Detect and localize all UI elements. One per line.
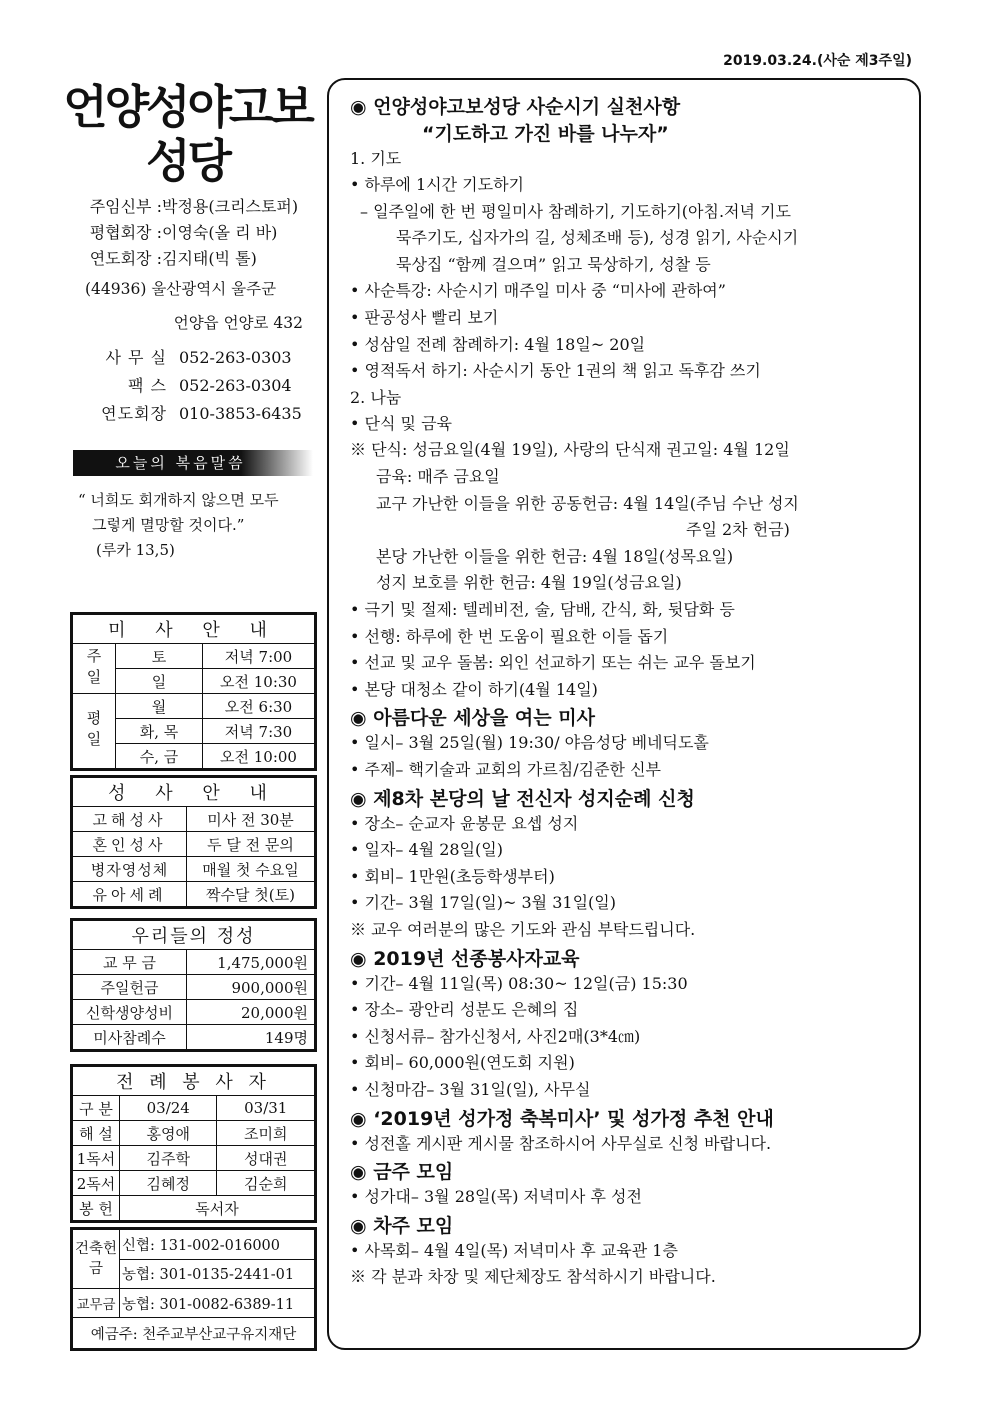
staff-row bbox=[70, 194, 315, 220]
sacrament-name: 혼인성사 bbox=[73, 832, 187, 857]
sacrament-info: 두 달 전 문의 bbox=[187, 832, 315, 857]
notice-line: 본당 가난한 이들을 위한 헌금: 4월 18일(성목요일) bbox=[376, 547, 734, 566]
notice-line: • 회비– 60,000원(연도회 지원) bbox=[350, 1053, 575, 1072]
servers-header: 전 례 봉 사 자 bbox=[73, 1067, 315, 1096]
phone-label: 연도회장 bbox=[101, 404, 167, 423]
mass-time: 오전 10:00 bbox=[203, 744, 315, 769]
notice-line: 주일 2차 헌금) bbox=[686, 520, 790, 539]
notice-line: 묵주기도, 십자가의 길, 성체조배 등), 성경 읽기, 사순시기 bbox=[396, 228, 799, 247]
offering-value: 20,000원 bbox=[187, 1000, 315, 1025]
notice-line: • 사순특강: 사순시기 매주일 미사 중 “미사에 관하여” bbox=[350, 281, 726, 300]
mass-day: 일 bbox=[116, 669, 203, 694]
notice-heading: ◉ ‘2019년 성가정 축복미사’ 및 성가정 추천 안내 bbox=[350, 1108, 774, 1130]
sacraments-table bbox=[70, 775, 317, 909]
server-name: 김순희 bbox=[217, 1171, 315, 1196]
notice-line: • 기간– 4월 11일(목) 08:30~ 12일(금) 15:30 bbox=[350, 974, 688, 993]
notice-heading: ◉ 아름다운 세상을 여는 미사 bbox=[350, 707, 595, 729]
notice-line: • 기간– 3월 17일(일)~ 3월 31일(일) bbox=[350, 893, 616, 912]
gospel-reference: (루카 13,5) bbox=[96, 541, 175, 559]
notice-line: • 단식 및 금육 bbox=[350, 414, 452, 433]
offering-table bbox=[70, 918, 317, 1052]
account-number: 신협: 131-002-016000 bbox=[120, 1230, 315, 1260]
staff-role: 평협회장 : bbox=[89, 223, 162, 242]
notice-line: “기도하고 가진 바를 나누자” bbox=[422, 123, 669, 145]
phone-list bbox=[70, 344, 315, 428]
sunday-label: 주일 bbox=[73, 644, 116, 694]
phone-label: 팩 스 bbox=[128, 376, 167, 395]
servers-col-header: 구 분 bbox=[73, 1096, 120, 1121]
staff-name: 박정용(크리스토퍼) bbox=[162, 197, 299, 216]
server-role: 2독서 bbox=[73, 1171, 120, 1196]
left-column bbox=[63, 80, 315, 563]
staff-list bbox=[70, 194, 315, 272]
notice-line: 교구 가난한 이들을 위한 공동헌금: 4월 14일(주님 수난 성지 bbox=[376, 494, 799, 513]
mass-header: 미 사 안 내 bbox=[73, 615, 315, 644]
phone-number: 052-263-0303 bbox=[179, 348, 292, 367]
server-name: 김혜정 bbox=[120, 1171, 217, 1196]
notice-line: • 하루에 1시간 기도하기 bbox=[350, 175, 524, 194]
offering-label: 교 무 금 bbox=[73, 950, 187, 975]
phone-row bbox=[70, 344, 315, 372]
gospel-quote bbox=[70, 488, 315, 563]
mass-day: 토 bbox=[116, 644, 203, 669]
server-role: 1독서 bbox=[73, 1146, 120, 1171]
servers-col-header: 03/24 bbox=[120, 1096, 217, 1121]
server-role: 해 설 bbox=[73, 1121, 120, 1146]
notice-line: • 판공성사 빨리 보기 bbox=[350, 308, 499, 327]
staff-row bbox=[70, 220, 315, 246]
notice-line: • 주제– 핵기술과 교회의 가르침/김준한 신부 bbox=[350, 760, 662, 779]
offering-label: 주일헌금 bbox=[73, 975, 187, 1000]
phone-row bbox=[70, 400, 315, 428]
gospel-line: 그렇게 멸망할 것이다.” bbox=[92, 516, 245, 534]
notice-line: ※ 단식: 성금요일(4월 19일), 사랑의 단식재 권고일: 4월 12일 bbox=[350, 440, 790, 459]
address bbox=[70, 272, 315, 340]
notice-heading: ◉ 언양성야고보성당 사순시기 실천사항 bbox=[350, 96, 681, 118]
issue-date: 2019.03.24.(사순 제3주일) bbox=[723, 53, 912, 69]
server-role: 봉 헌 bbox=[73, 1196, 120, 1221]
notice-line: 성지 보호를 위한 헌금: 4월 19일(성금요일) bbox=[376, 573, 682, 592]
notice-line: 1. 기도 bbox=[350, 149, 402, 168]
notice-line: • 일자– 4월 28일(일) bbox=[350, 840, 503, 859]
sacrament-info: 매월 첫 수요일 bbox=[187, 857, 315, 882]
sacrament-info: 짝수달 첫(토) bbox=[187, 882, 315, 907]
offering-label: 신학생양성비 bbox=[73, 1000, 187, 1025]
notice-line: • 선행: 하루에 한 번 도움이 필요한 이들 돕기 bbox=[350, 627, 669, 646]
address-line2: 언양읍 언양로 432 bbox=[173, 314, 303, 332]
notice-line: 금육: 매주 금요일 bbox=[376, 467, 500, 486]
servers-table bbox=[70, 1064, 317, 1223]
mass-time: 저녁 7:30 bbox=[203, 719, 315, 744]
notice-heading: ◉ 금주 모임 bbox=[350, 1161, 454, 1183]
gospel-header: 오늘의 복음말씀 bbox=[73, 450, 313, 476]
server-name: 성대권 bbox=[217, 1146, 315, 1171]
staff-row bbox=[70, 246, 315, 272]
parish-title-line1: 언양성야고보 bbox=[63, 80, 312, 134]
notice-line: ※ 각 분과 차장 및 제단체장도 참석하시기 바랍니다. bbox=[350, 1267, 716, 1286]
mass-schedule-table bbox=[70, 612, 317, 771]
notice-line: – 일주일에 한 번 평일미사 참례하기, 기도하기(아침.저녁 기도 bbox=[360, 202, 791, 221]
accounts-table bbox=[70, 1227, 317, 1351]
parish-title-line2: 성당 bbox=[146, 134, 229, 188]
notice-line: • 장소– 순교자 윤봉문 요셉 성지 bbox=[350, 814, 579, 833]
account-holder: 예금주: 천주교부산교구유지재단 bbox=[73, 1318, 315, 1349]
notice-line: • 성삼일 전례 참례하기: 4월 18일~ 20일 bbox=[350, 335, 646, 354]
weekday-label: 평일 bbox=[73, 694, 116, 769]
notice-line: • 신청마감– 3월 31일(일), 사무실 bbox=[350, 1080, 591, 1099]
sacrament-name: 유아세례 bbox=[73, 882, 187, 907]
phone-number: 010-3853-6435 bbox=[179, 404, 302, 423]
notice-heading: ◉ 차주 모임 bbox=[350, 1215, 454, 1237]
servers-col-header: 03/31 bbox=[217, 1096, 315, 1121]
dues-label: 교무금 bbox=[73, 1289, 120, 1318]
server-name: 김주학 bbox=[120, 1146, 217, 1171]
sacraments-header: 성 사 안 내 bbox=[73, 778, 315, 807]
staff-name: 이영숙(올 리 바) bbox=[162, 223, 278, 242]
sacrament-name: 고해성사 bbox=[73, 807, 187, 832]
staff-name: 김지태(빅 톨) bbox=[162, 249, 257, 268]
mass-time: 오전 10:30 bbox=[203, 669, 315, 694]
phone-number: 052-263-0304 bbox=[179, 376, 292, 395]
staff-role: 주임신부 : bbox=[89, 197, 162, 216]
notice-line: • 사목회– 4월 4일(목) 저녁미사 후 교육관 1층 bbox=[350, 1241, 678, 1260]
notice-line: • 선교 및 교우 돌봄: 외인 선교하기 또는 쉬는 교우 돌보기 bbox=[350, 653, 756, 672]
offering-value: 149명 bbox=[187, 1025, 315, 1050]
server-name: 독서자 bbox=[120, 1196, 315, 1221]
notice-line: • 신청서류– 참가신청서, 사진2매(3*4㎝) bbox=[350, 1027, 641, 1046]
mass-time: 오전 6:30 bbox=[203, 694, 315, 719]
mass-time: 저녁 7:00 bbox=[203, 644, 315, 669]
phone-label: 사 무 실 bbox=[105, 348, 167, 367]
notice-heading: ◉ 2019년 선종봉사자교육 bbox=[350, 948, 580, 970]
offering-label: 미사참례수 bbox=[73, 1025, 187, 1050]
notice-line: • 영적독서 하기: 사순시기 동안 1권의 책 읽고 독후감 쓰기 bbox=[350, 361, 761, 380]
phone-row bbox=[70, 372, 315, 400]
notice-line: ※ 교우 여러분의 많은 기도와 관심 부탁드립니다. bbox=[350, 920, 696, 939]
account-number: 농협: 301-0082-6389-11 bbox=[120, 1289, 315, 1318]
notice-line: • 극기 및 절제: 텔레비전, 술, 담배, 간식, 화, 뒷담화 등 bbox=[350, 600, 735, 619]
notice-line: • 성가대– 3월 28일(목) 저녁미사 후 성전 bbox=[350, 1187, 642, 1206]
building-fund-label: 건축헌금 bbox=[73, 1230, 120, 1289]
offering-header: 우리들의 정성 bbox=[73, 921, 315, 950]
sacrament-name: 병자영성체 bbox=[73, 857, 187, 882]
account-number: 농협: 301-0135-2441-01 bbox=[120, 1259, 315, 1289]
parish-title bbox=[60, 80, 315, 188]
staff-role: 연도회장 : bbox=[89, 249, 162, 268]
address-line1: (44936) 울산광역시 울주군 bbox=[85, 280, 277, 298]
notice-line: 묵상집 “함께 걸으며” 읽고 묵상하기, 성찰 등 bbox=[396, 255, 711, 274]
offering-value: 1,475,000원 bbox=[187, 950, 315, 975]
notice-line: • 일시– 3월 25일(월) 19:30/ 야음성당 베네딕도홀 bbox=[350, 733, 709, 752]
gospel-line: “ 너희도 회개하지 않으면 모두 bbox=[78, 491, 279, 509]
notice-line: • 성전홀 게시판 게시물 참조하시어 사무실로 신청 바랍니다. bbox=[350, 1134, 772, 1153]
mass-day: 월 bbox=[116, 694, 203, 719]
notice-line: 2. 나눔 bbox=[350, 388, 402, 407]
mass-day: 화, 목 bbox=[116, 719, 203, 744]
notice-line: • 본당 대청소 같이 하기(4월 14일) bbox=[350, 680, 598, 699]
server-name: 홍영애 bbox=[120, 1121, 217, 1146]
mass-day: 수, 금 bbox=[116, 744, 203, 769]
notice-line: • 장소– 광안리 성분도 은혜의 집 bbox=[350, 1000, 579, 1019]
notice-line: • 회비– 1만원(초등학생부터) bbox=[350, 867, 555, 886]
offering-value: 900,000원 bbox=[187, 975, 315, 1000]
sacrament-info: 미사 전 30분 bbox=[187, 807, 315, 832]
notice-heading: ◉ 제8차 본당의 날 전신자 성지순례 신청 bbox=[350, 788, 695, 810]
server-name: 조미희 bbox=[217, 1121, 315, 1146]
